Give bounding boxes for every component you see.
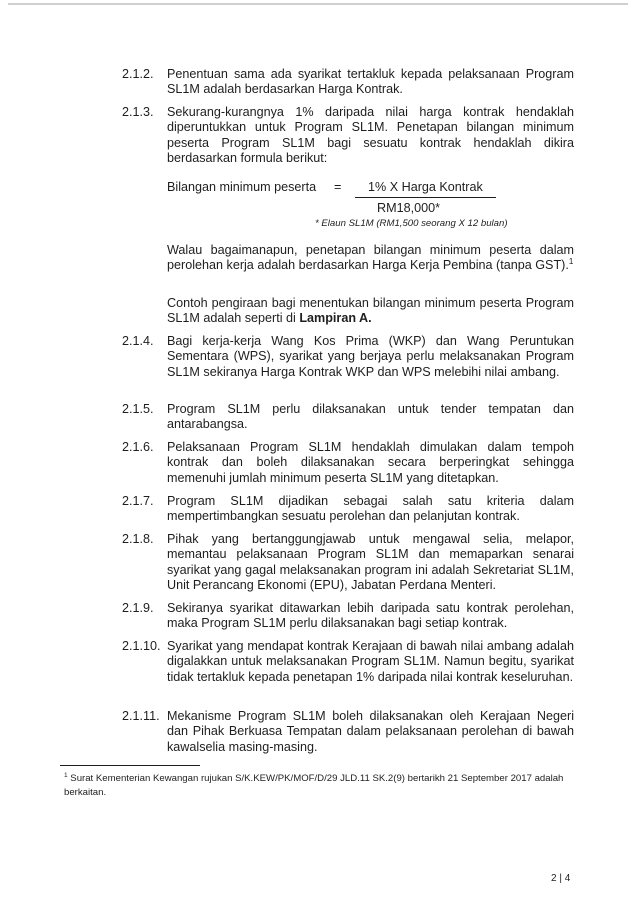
clause-2-1-5 xyxy=(122,402,574,433)
clause-text: Pelaksanaan Program SL1M hendaklah dimulakan dalam tempoh kontrak dan boleh dilaksanakan secara berperingkat sehingga memenuhi jumlah minimum peserta SL1M yang ditetapkan. xyxy=(167,440,574,485)
clause-number: 2.1.7. xyxy=(122,494,154,508)
formula-equals: = xyxy=(334,180,342,194)
clause-number: 2.1.11. xyxy=(122,709,160,723)
fraction-line xyxy=(355,197,496,198)
top-border-line xyxy=(8,3,628,5)
clause-text: Bagi kerja-kerja Wang Kos Prima (WKP) dan Wang Peruntukan Sementara (WPS), syarikat yang berjaya perlu melaksanakan Program SL1M sekiranya Harga Kontrak WKP dan WPS melebihi nilai ambang. xyxy=(167,334,574,379)
clause-number: 2.1.5. xyxy=(122,402,154,416)
formula-denominator: RM18,000* xyxy=(377,201,441,215)
lampiran-reference: Lampiran A. xyxy=(299,311,372,326)
clause-text: Program SL1M perlu dilaksanakan untuk tender tempatan dan antarabangsa. xyxy=(167,402,574,432)
clause-text: Penentuan sama ada syarikat tertakluk kepada pelaksanaan Program SL1M adalah berdasarkan Harga Kontrak. xyxy=(167,67,574,97)
clause-text: Mekanisme Program SL1M boleh dilaksanakan oleh Kerajaan Negeri dan Pihak Berkuasa Tempatan dalam pelaksanaan perolehan di bawah kawalselia masing-masing. xyxy=(167,709,574,754)
clause-number: 2.1.3. xyxy=(122,105,154,119)
footnote-text: Surat Kementerian Kewangan rujukan S/K.KEW/PK/MOF/D/29 JLD.11 SK.2(9) bertarikh 21 September 2017 adalah berkaitan. xyxy=(64,773,564,798)
clause-2-1-11 xyxy=(122,709,574,755)
clause-number: 2.1.10. xyxy=(122,639,161,653)
footnote-separator xyxy=(60,765,200,766)
footnote xyxy=(64,772,584,799)
clause-text: Sekurang-kurangnya 1% daripada nilai harga kontrak hendaklah diperuntukkan untuk Program SL1M. Penetapan bilangan minimum peserta Program SL1M bagi sesuatu kontrak hendaklah dikira berdasarkan formula berikut: xyxy=(167,105,574,165)
formula-numerator: 1% X Harga Kontrak xyxy=(368,180,483,194)
clause-number: 2.1.9. xyxy=(122,601,154,615)
paragraph-contoh xyxy=(167,296,574,327)
clause-2-1-6 xyxy=(122,440,574,486)
page-number: 2 | 4 xyxy=(551,873,571,884)
paragraph-walau xyxy=(167,243,574,274)
footnote-marker: 1 xyxy=(64,771,68,779)
clause-text: Pihak yang bertanggungjawab untuk mengawal selia, melapor, memantau pelaksanaan Program SL1M dan memaparkan senarai syarikat yang gagal melaksanakan program ini adalah Sekretariat SL1M, Unit Perancang Ekonomi (EPU), Jabatan Perdana Menteri. xyxy=(167,532,574,592)
clause-text: Program SL1M dijadikan sebagai salah satu kriteria dalam mempertimbangkan sesuatu perolehan dan pelanjutan kontrak. xyxy=(167,494,574,524)
clause-number: 2.1.8. xyxy=(122,532,154,546)
clause-2-1-8 xyxy=(122,532,574,593)
paragraph-text: Contoh pengiraan bagi menentukan bilangan minimum peserta Program SL1M adalah seperti di xyxy=(167,296,574,326)
paragraph-text: Walau bagaimanapun, penetapan bilangan minimum peserta dalam perolehan kerja adalah berdasarkan Harga Kerja Pembina (tanpa GST). xyxy=(167,243,574,273)
clause-2-1-2 xyxy=(122,67,574,98)
clause-2-1-7 xyxy=(122,494,574,525)
clause-text: Syarikat yang mendapat kontrak Kerajaan di bawah nilai ambang adalah digalakkan untuk melaksanakan Program SL1M. Namun begitu, syarikat tidak tertakluk kepada penetapan 1% daripada nilai kontrak keseluruhan. xyxy=(167,639,574,684)
clause-number: 2.1.2. xyxy=(122,67,154,81)
clause-2-1-9 xyxy=(122,601,574,632)
formula-label: Bilangan minimum peserta xyxy=(167,180,317,194)
clause-number: 2.1.4. xyxy=(122,334,154,348)
clause-number: 2.1.6. xyxy=(122,440,154,454)
formula-note: * Elaun SL1M (RM1,500 seorang X 12 bulan) xyxy=(315,218,508,229)
footnote-reference: 1 xyxy=(568,257,574,267)
clause-2-1-4 xyxy=(122,334,574,380)
clause-text: Sekiranya syarikat ditawarkan lebih daripada satu kontrak perolehan, maka Program SL1M perlu dilaksanakan bagi setiap kontrak. xyxy=(167,601,574,631)
clause-2-1-10 xyxy=(122,639,574,685)
clause-2-1-3 xyxy=(122,105,574,166)
